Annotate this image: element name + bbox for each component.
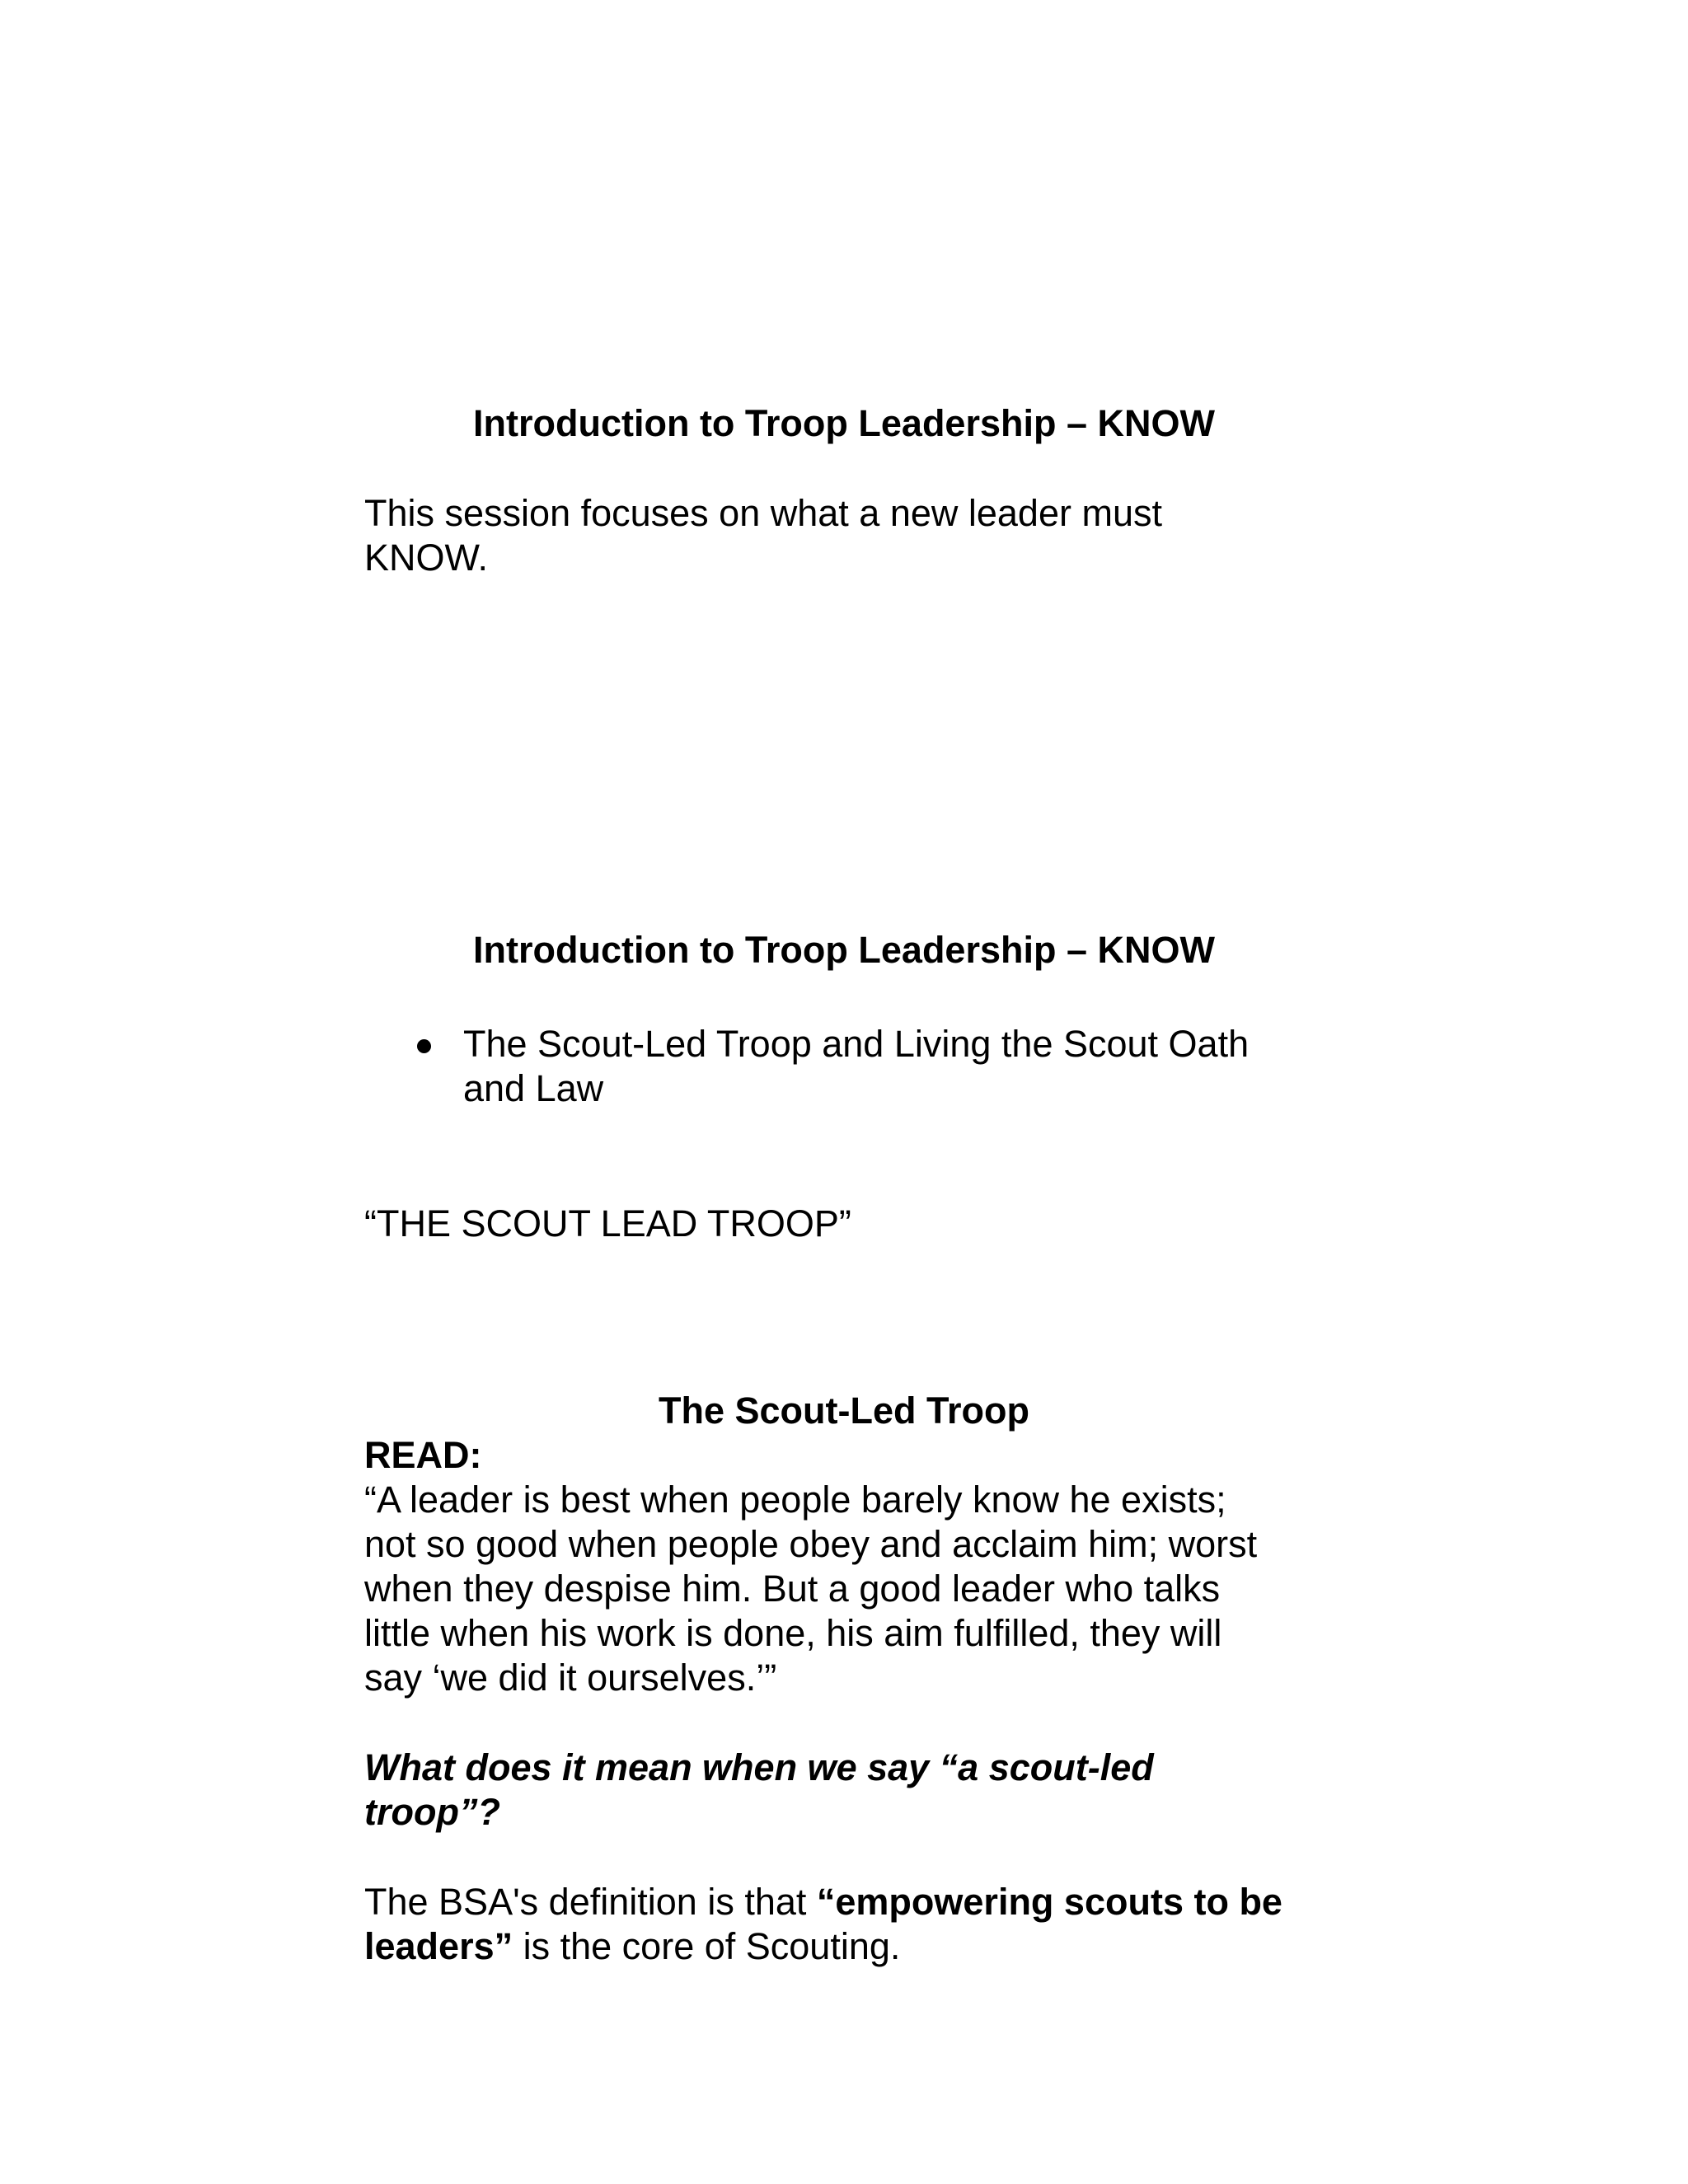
section1-text-line2: KNOW.	[364, 537, 489, 579]
section1-text-line1: This session focuses on what a new leader must	[364, 492, 1162, 534]
definition-line-2	[364, 1924, 900, 1969]
definition-line-1	[364, 1880, 1282, 1924]
scout-lead-troop-title: “THE SCOUT LEAD TROOP”	[364, 1202, 851, 1244]
quote-line-4: little when his work is done, his aim fulfilled, they will	[364, 1612, 1222, 1654]
section3-heading: The Scout-Led Troop	[659, 1390, 1029, 1432]
quote-line-5: say ‘we did it ourselves.’”	[364, 1657, 777, 1699]
bullet-text-line1: The Scout-Led Troop and Living the Scout Oath	[463, 1023, 1250, 1065]
question-line-2: troop”?	[364, 1791, 500, 1833]
definition-part2: is the core of Scouting.	[513, 1925, 901, 1967]
definition-part1: The BSA's definition is that	[364, 1881, 817, 1923]
question-line-1: What does it mean when we say “a scout-led	[364, 1746, 1154, 1788]
definition-bold2: leaders”	[364, 1925, 513, 1967]
quote-line-3: when they despise him. But a good leader who talks	[364, 1568, 1221, 1610]
quote-line-2: not so good when people obey and acclaim him; worst	[364, 1523, 1258, 1565]
read-label: READ:	[364, 1434, 482, 1476]
bullet-icon	[417, 1039, 431, 1053]
quote-line-1: “A leader is best when people barely know he exists;	[364, 1479, 1226, 1521]
section2-heading: Introduction to Troop Leadership – KNOW	[473, 929, 1215, 971]
definition-bold1: “empowering scouts to be	[816, 1881, 1282, 1923]
section1-heading: Introduction to Troop Leadership – KNOW	[473, 402, 1215, 444]
bullet-text-line2: and Law	[463, 1067, 604, 1109]
